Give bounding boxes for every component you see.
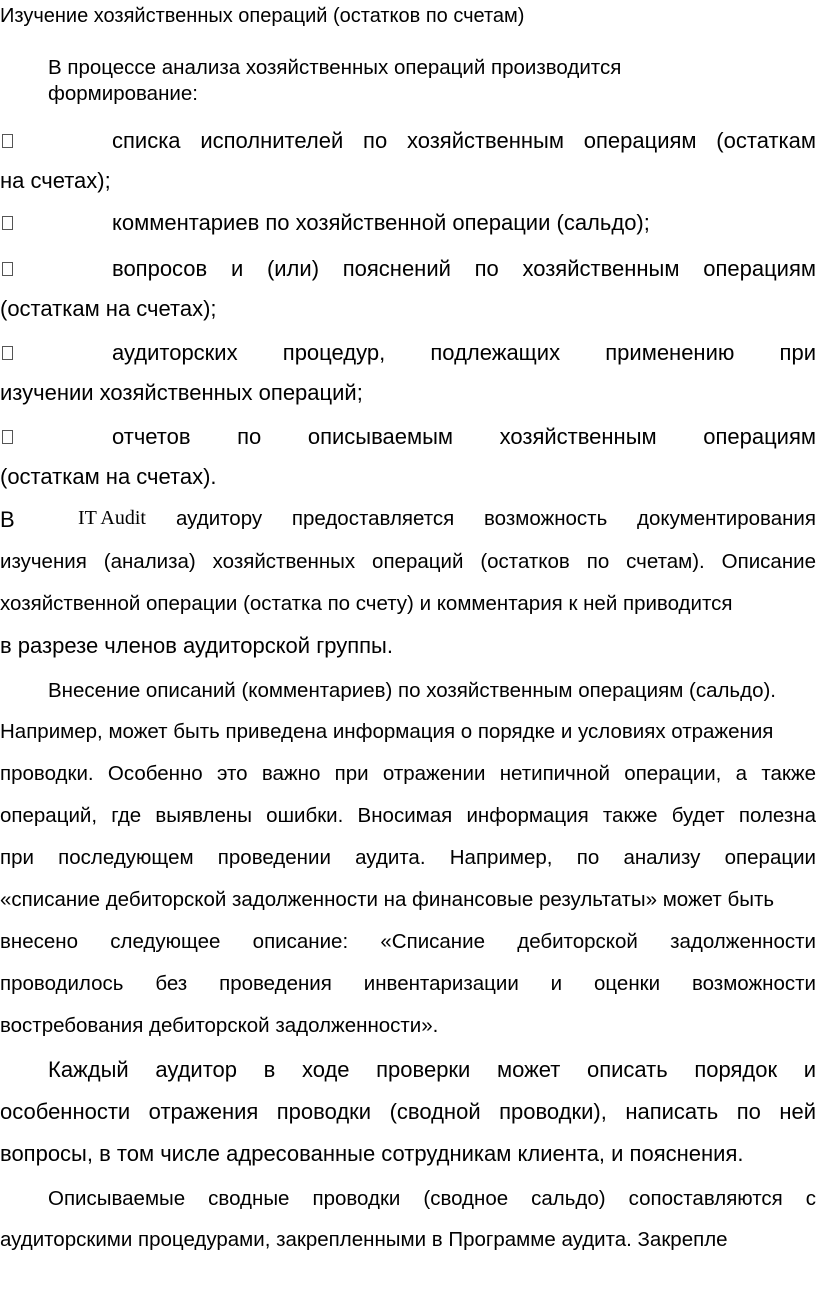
intro-line-1: В процессе анализа хозяйственных операций производится [48, 56, 622, 79]
bullet-box-icon [2, 346, 13, 360]
intro-line-2: формирование: [48, 82, 198, 105]
bullet-box-icon [2, 216, 13, 230]
auditor-line-3: вопросы, в том числе адресованные сотрудникам клиента, и пояснения. [0, 1141, 744, 1166]
bullet-item-questions [0, 256, 816, 282]
product-name: IT Audit [78, 507, 146, 529]
desc-line-8: проводилось без проведения инвентаризации и оценки возможности [0, 972, 816, 995]
desc-line-2: Например, может быть приведена информация о порядке и условиях отражения [0, 720, 774, 743]
it-audit-start: В [0, 507, 15, 532]
bullet-continuation: изучении хозяйственных операций; [0, 380, 363, 405]
bullet-item-reports [0, 424, 816, 450]
section-heading: Изучение хозяйственных операций (остатков по счетам) [0, 5, 525, 27]
desc-line-7: внесено следующее описание: «Списание дебиторской задолженности [0, 930, 816, 953]
bullet-text: аудиторских процедур, подлежащих применению при [112, 340, 816, 365]
auditor-line-1: Каждый аудитор в ходе проверки может описать порядок и [48, 1057, 816, 1082]
it-audit-line-4: в разрезе членов аудиторской группы. [0, 633, 393, 658]
it-audit-line-2: изучения (анализа) хозяйственных операций (остатков по счетам). Описание [0, 550, 816, 573]
bullet-text: комментариев по хозяйственной операции (сальдо); [112, 210, 650, 235]
compare-line-2: аудиторскими процедурами, закрепленными в Программе аудита. Закрепле [0, 1228, 728, 1251]
bullet-box-icon [2, 262, 13, 276]
desc-line-9: востребования дебиторской задолженности». [0, 1014, 439, 1037]
auditor-line-2: особенности отражения проводки (сводной проводки), написать по ней [0, 1099, 816, 1124]
compare-line-1: Описываемые сводные проводки (сводное сальдо) сопоставляются с [48, 1187, 816, 1210]
bullet-text: вопросов и (или) пояснений по хозяйственным операциям [112, 256, 816, 281]
desc-line-3: проводки. Особенно это важно при отражении нетипичной операции, а также [0, 762, 816, 785]
it-audit-line-1 [0, 507, 816, 533]
bullet-continuation: (остаткам на счетах). [0, 464, 217, 489]
bullet-continuation: на счетах); [0, 168, 111, 193]
bullet-item-executors [0, 128, 816, 154]
desc-line-4: операций, где выявлены ошибки. Вносимая информация также будет полезна [0, 804, 816, 827]
desc-line-5: при последующем проведении аудита. Например, по анализу операции [0, 846, 816, 869]
bullet-text: списка исполнителей по хозяйственным операциям (остаткам [112, 128, 816, 153]
bullet-item-comments [0, 210, 816, 236]
desc-line-1: Внесение описаний (комментариев) по хозяйственным операциям (сальдо). [48, 679, 777, 702]
it-audit-line-3: хозяйственной операции (остатка по счету) и комментария к ней приводится [0, 592, 733, 615]
it-audit-rest: аудитору предоставляется возможность документирования [176, 507, 816, 530]
bullet-continuation: (остаткам на счетах); [0, 296, 217, 321]
bullet-box-icon [2, 430, 13, 444]
bullet-box-icon [2, 134, 13, 148]
bullet-item-procedures [0, 340, 816, 366]
bullet-text: отчетов по описываемым хозяйственным операциям [112, 424, 816, 449]
desc-line-6: «списание дебиторской задолженности на финансовые результаты» может быть [0, 888, 775, 911]
